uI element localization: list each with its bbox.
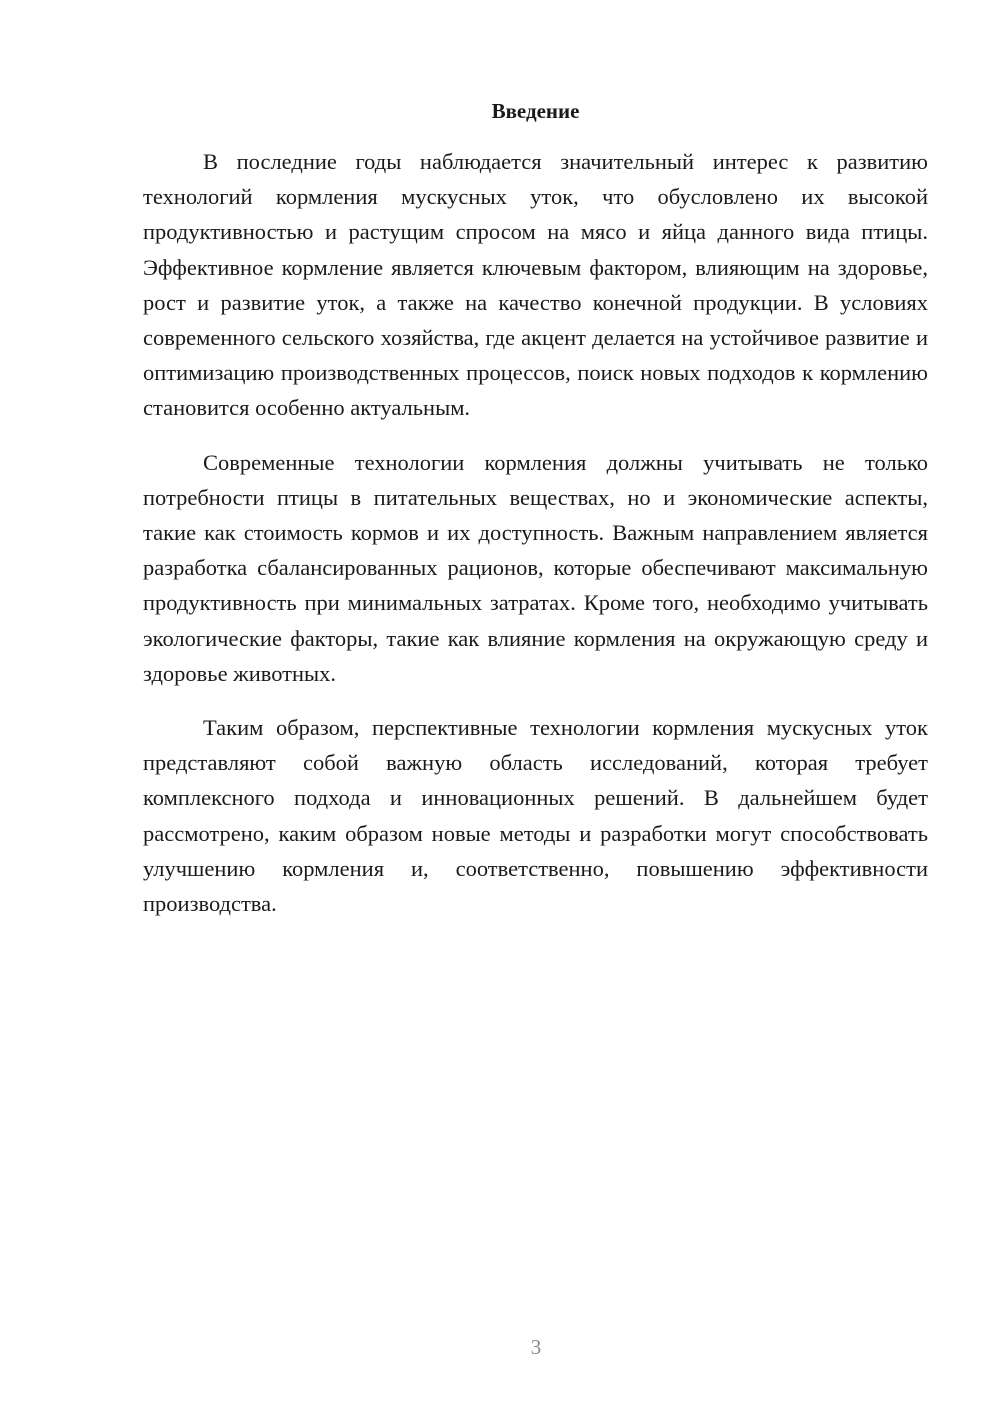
paragraph-3: Таким образом, перспективные технологии кормления мускусных уток представляют собой важную область исследований, которая требует комплексного подхода и инновационных решений. В дальнейшем будет рассмотрено, каким образом новые методы и разработки могут способствовать улучшению кормления и, соответственно, повышению эффективности производства. bbox=[143, 715, 928, 917]
paragraph-2: Современные технологии кормления должны учитывать не только потребности птицы в питательных веществах, но и экономические аспекты, такие как стоимость кормов и их доступность. Важным направлением является разработка сбалансированных рационов, которые обеспечивают максимальную продуктивность при минимальных затратах. Кроме того, необходимо учитывать экологические факторы, такие как влияние кормления на окружающую среду и здоровье животных. bbox=[143, 449, 928, 686]
document-body bbox=[143, 144, 928, 921]
page-number: 3 bbox=[530, 1335, 542, 1359]
paragraph-1: В последние годы наблюдается значительный интерес к развитию технологий кормления мускусных уток, что обусловлено их высокой продуктивностью и растущим спросом на мясо и яйца данного вида птицы. Эффективное кормление является ключевым фактором, влияющим на здоровье, рост и развитие уток, а также на качество конечной продукции. В условиях современного сельского хозяйства, где акцент делается на устойчивое развитие и оптимизацию производственных процессов, поиск новых подходов к кормлению становится особенно актуальным. bbox=[143, 149, 928, 421]
page-title: Введение bbox=[491, 99, 580, 123]
